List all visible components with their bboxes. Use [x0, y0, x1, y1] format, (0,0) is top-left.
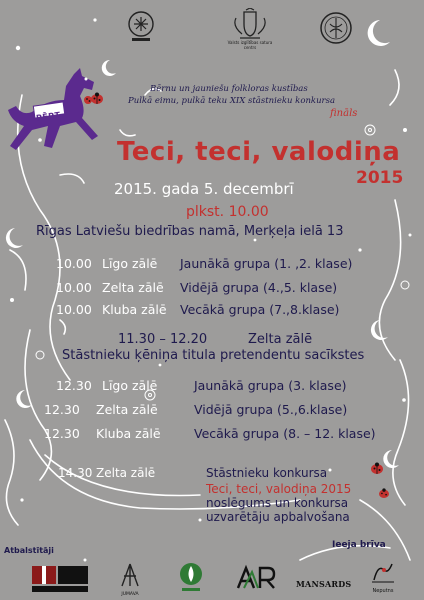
schedule-time: 12.30 — [44, 426, 80, 441]
schedule-hall: Zelta zālē — [102, 280, 164, 295]
sponsor-mansards — [296, 572, 352, 589]
horse-illustration — [2, 66, 132, 158]
jumava-caption: JUMAVA — [121, 592, 139, 597]
kings-description: Stāstnieku ķēniņa titula pretendentu sacīkstes — [62, 348, 365, 363]
sponsor-neputns — [366, 560, 400, 596]
amr-logo-icon — [236, 562, 276, 592]
sponsor-logo-icon — [30, 562, 90, 594]
schedule-group: Jaunākā grupa (1. ,2. klase) — [180, 256, 353, 271]
green-emblem-icon — [178, 560, 204, 594]
logo-culture — [318, 10, 354, 50]
schedule-time: 12.30 — [56, 378, 92, 393]
kings-time: 11.30 – 12.20 — [118, 332, 208, 347]
neputns-caption: Neputns — [372, 588, 394, 594]
visc-caption: Valsts izglītības satura centrs — [227, 40, 273, 50]
closing-time: 14.30 — [58, 466, 93, 480]
schedule-group: Vidējā grupa (4.,5. klase) — [180, 280, 338, 295]
entry-free: Ieeja brīva — [332, 540, 386, 550]
finals-label: fināls — [330, 108, 358, 119]
schedule-group: Jaunākā grupa (3. klase) — [194, 378, 347, 393]
coat-of-arms-icon — [222, 8, 278, 40]
folklore-logo-icon — [126, 10, 156, 44]
emblem-icon — [318, 10, 354, 46]
schedule-hall: Kluba zālē — [96, 426, 161, 441]
neputns-logo-icon — [370, 560, 396, 584]
schedule-time: 10.00 — [56, 280, 92, 295]
ladybug-icon — [90, 92, 104, 104]
kings-hall: Zelta zālē — [248, 332, 313, 347]
sponsor-logo-4 — [236, 562, 276, 592]
ladybug-icon — [378, 488, 390, 498]
logo-folklore — [126, 10, 156, 44]
schedule-time: 10.00 — [56, 256, 92, 271]
schedule-group: Vecākā grupa (7.,8.klase) — [180, 302, 340, 317]
logo-visc — [222, 8, 278, 52]
sponsor-logo-3 — [178, 560, 204, 596]
event-date: 2015. gada 5. decembrī — [114, 180, 294, 198]
closing-line3: noslēgums un konkursa — [206, 496, 349, 510]
closing-line2: Teci, teci, valodiņa 2015 — [206, 482, 352, 496]
horse-label: PĒPT — [35, 110, 62, 123]
schedule-group: Vidējā grupa (5.,6.klase) — [194, 402, 348, 417]
schedule-time: 12.30 — [44, 402, 80, 417]
event-venue: Rīgas Latviešu biedrības namā, Merķeļa ielā 13 — [36, 224, 344, 239]
schedule-time: 10.00 — [56, 302, 92, 317]
mansards-text: MANSARDS — [296, 579, 352, 589]
event-time: plkst. 10.00 — [186, 204, 269, 220]
schedule-hall: Kluba zālē — [102, 302, 167, 317]
subtitle-line2: Pulkā eimu, pulkā teku XIX stāstnieku konkursa — [128, 96, 336, 106]
closing-hall: Zelta zālē — [96, 466, 156, 480]
schedule-hall: Zelta zālē — [96, 402, 158, 417]
sponsor-jumava — [116, 562, 144, 598]
sponsors-label: Atbalstītāji — [4, 546, 54, 555]
closing-line4: uzvarētāju apbalvošana — [206, 510, 350, 524]
ladybug-icon — [370, 462, 384, 474]
jumava-logo-icon — [118, 562, 142, 588]
title-year: 2015 — [356, 168, 404, 188]
schedule-hall: Līgo zālē — [102, 378, 158, 393]
schedule-group: Vecākā grupa (8. – 12. klase) — [194, 426, 376, 441]
closing-line1: Stāstnieku konkursa — [206, 466, 328, 480]
sponsor-logo-1 — [30, 562, 90, 594]
schedule-hall: Līgo zālē — [102, 256, 158, 271]
subtitle-line1: Bērnu un jauniešu folkloras kustības — [150, 84, 308, 94]
main-title: Teci, teci, valodiņa — [117, 137, 401, 167]
